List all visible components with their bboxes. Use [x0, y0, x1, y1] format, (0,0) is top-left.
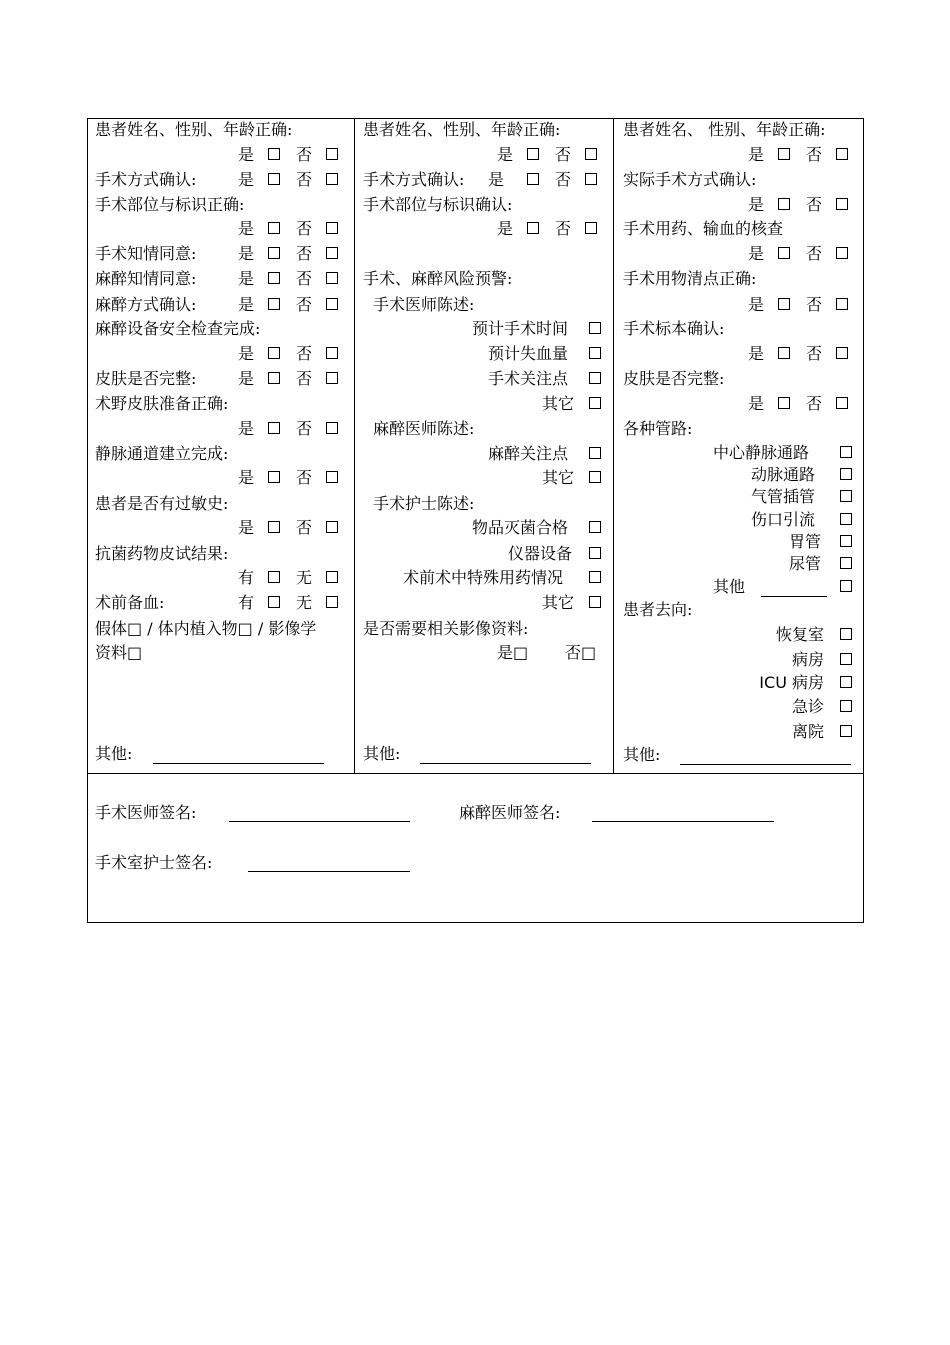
yes-checkbox[interactable]: [268, 347, 280, 359]
surgeon-signature-label: 手术医师签名:: [95, 803, 197, 822]
yes-label: 是: [238, 518, 255, 537]
no-checkbox[interactable]: [836, 198, 848, 210]
no-label: 否: [555, 145, 572, 164]
no-label: 否: [296, 269, 313, 288]
surgeon-signature-line[interactable]: [229, 821, 410, 822]
nurse-item-checkbox[interactable]: [589, 596, 601, 608]
surgery-site-label: 手术部位与标识正确:: [95, 195, 245, 214]
destination-item-checkbox[interactable]: [840, 628, 852, 640]
have-label: 有: [238, 593, 255, 612]
patient-identity-label: 患者姓名、性别、年龄正确:: [363, 120, 561, 139]
anesthesia-method-label: 麻醉方式确认:: [95, 295, 197, 314]
no-checkbox[interactable]: [836, 397, 848, 409]
skin-intact-label: 皮肤是否完整:: [623, 369, 725, 388]
imaging-data-label: 资料□: [95, 643, 143, 662]
no-checkbox[interactable]: [326, 422, 338, 434]
no-label: 否: [555, 170, 572, 189]
skin-prep-label: 术野皮肤准备正确:: [95, 394, 229, 413]
no-label: 否: [296, 369, 313, 388]
yes-label: 是: [238, 468, 255, 487]
yes-label: 是: [488, 170, 505, 189]
anesthetist-signature-label: 麻醉医师签名:: [459, 803, 561, 822]
tube-item-checkbox[interactable]: [840, 468, 852, 480]
drug-blood-check-label: 手术用药、输血的核查: [623, 219, 784, 238]
yes-checkbox[interactable]: [778, 148, 790, 160]
destination-item-label: 恢复室: [775, 625, 824, 644]
anesthetist-item-label: 麻醉关注点: [487, 444, 568, 463]
tube-item-label: 中心静脉通路: [713, 443, 810, 462]
signature-divider: [87, 773, 864, 774]
nurse-item-checkbox[interactable]: [589, 571, 601, 583]
no-checkbox[interactable]: [836, 347, 848, 359]
surgeon-item-checkbox[interactable]: [589, 372, 601, 384]
surgeon-item-checkbox[interactable]: [589, 397, 601, 409]
none-checkbox[interactable]: [326, 571, 338, 583]
have-checkbox[interactable]: [268, 571, 280, 583]
actual-method-label: 实际手术方式确认:: [623, 170, 757, 189]
yes-checkbox[interactable]: [527, 173, 539, 185]
surgeon-item-checkbox[interactable]: [589, 347, 601, 359]
anesthesia-equipment-label: 麻醉设备安全检查完成:: [95, 319, 261, 338]
tube-item-checkbox[interactable]: [840, 490, 852, 502]
no-checkbox[interactable]: [836, 148, 848, 160]
none-label: 无: [296, 593, 313, 612]
destination-item-label: 急诊: [791, 697, 824, 716]
tube-item-checkbox[interactable]: [840, 446, 852, 458]
tube-item-checkbox[interactable]: [840, 580, 852, 592]
no-checkbox[interactable]: [585, 173, 597, 185]
nurse-item-label: 其它: [541, 593, 574, 612]
nurse-item-label: 术前术中特殊用药情况: [402, 568, 563, 587]
yes-checkbox[interactable]: [778, 397, 790, 409]
no-checkbox[interactable]: [326, 148, 338, 160]
no-label: 否: [296, 518, 313, 537]
yes-label: 是: [238, 145, 255, 164]
destination-item-label: 病房: [791, 650, 824, 669]
anesthetist-item-checkbox[interactable]: [589, 471, 601, 483]
tube-item-checkbox[interactable]: [840, 557, 852, 569]
yes-checkbox[interactable]: [527, 148, 539, 160]
allergy-history-label: 患者是否有过敏史:: [95, 494, 229, 513]
yes-checkbox[interactable]: [268, 148, 280, 160]
anesthesia-consent-label: 麻醉知情同意:: [95, 269, 197, 288]
yes-checkbox[interactable]: [268, 173, 280, 185]
no-checkbox[interactable]: [326, 222, 338, 234]
specimen-label: 手术标本确认:: [623, 319, 725, 338]
other-input-line[interactable]: [680, 764, 851, 765]
nurse-item-checkbox[interactable]: [589, 521, 601, 533]
anesthetist-signature-line[interactable]: [592, 821, 774, 822]
yes-checkbox[interactable]: [268, 372, 280, 384]
other-label: 其他:: [95, 744, 133, 763]
yes-label: 是: [748, 145, 765, 164]
destination-item-label: 离院: [791, 722, 824, 741]
no-checkbox[interactable]: [326, 298, 338, 310]
risk-warning-label: 手术、麻醉风险预警:: [363, 269, 513, 288]
yes-label: 是: [748, 195, 765, 214]
implant-imaging-label: 假体□ / 体内植入物□ / 影像学: [95, 619, 317, 638]
no-label: 否: [806, 244, 823, 263]
surgery-site-label: 手术部位与标识确认:: [363, 195, 513, 214]
yes-label: 是: [238, 244, 255, 263]
no-label: 否: [806, 394, 823, 413]
destination-label: 患者去向:: [623, 600, 693, 619]
tube-item-label: 尿管: [789, 554, 822, 573]
tube-item-label: 气管插管: [751, 487, 816, 506]
tube-other-input-line[interactable]: [761, 596, 827, 597]
no-label: 否: [296, 219, 313, 238]
yes-label: 是: [238, 419, 255, 438]
destination-item-checkbox[interactable]: [840, 725, 852, 737]
yes-checkbox[interactable]: [268, 298, 280, 310]
yes-checkbox[interactable]: [268, 422, 280, 434]
tube-item-checkbox[interactable]: [840, 535, 852, 547]
surgery-method-label: 手术方式确认:: [95, 170, 197, 189]
surgeon-item-label: 预计失血量: [487, 344, 568, 363]
nurse-item-checkbox[interactable]: [589, 547, 601, 559]
yes-label: 是: [748, 244, 765, 263]
no-label: 否: [296, 419, 313, 438]
imaging-no-option[interactable]: 否□: [565, 643, 597, 662]
nurse-item-label: 仪器设备: [507, 544, 572, 563]
no-checkbox[interactable]: [326, 347, 338, 359]
yes-checkbox[interactable]: [268, 521, 280, 533]
yes-checkbox[interactable]: [268, 272, 280, 284]
yes-label: 是: [238, 295, 255, 314]
tube-item-label: 其他: [713, 577, 746, 596]
no-label: 否: [296, 170, 313, 189]
anesthetist-statement-label: 麻醉医师陈述:: [373, 419, 475, 438]
nurse-signature-label: 手术室护士签名:: [95, 853, 213, 872]
no-label: 否: [806, 195, 823, 214]
no-label: 否: [806, 344, 823, 363]
no-checkbox[interactable]: [326, 372, 338, 384]
item-count-label: 手术用物清点正确:: [623, 269, 757, 288]
have-checkbox[interactable]: [268, 596, 280, 608]
tube-item-checkbox[interactable]: [840, 513, 852, 525]
column-divider-1: [354, 118, 355, 774]
other-label: 其他:: [363, 744, 401, 763]
anesthetist-item-checkbox[interactable]: [589, 447, 601, 459]
patient-identity-label: 患者姓名、性别、年龄正确:: [95, 120, 293, 139]
yes-label: 是: [748, 344, 765, 363]
nurse-statement-label: 手术护士陈述:: [373, 494, 475, 513]
yes-label: 是: [238, 170, 255, 189]
no-checkbox[interactable]: [326, 173, 338, 185]
other-label: 其他:: [623, 745, 661, 764]
yes-checkbox[interactable]: [268, 247, 280, 259]
no-label: 否: [296, 145, 313, 164]
antibiotic-test-label: 抗菌药物皮试结果:: [95, 544, 229, 563]
surgeon-statement-label: 手术医师陈述:: [373, 295, 475, 314]
tube-item-label: 胃管: [789, 532, 822, 551]
surgeon-item-checkbox[interactable]: [589, 322, 601, 334]
imaging-yes-option[interactable]: 是□: [497, 643, 529, 662]
no-label: 否: [296, 344, 313, 363]
yes-label: 是: [238, 344, 255, 363]
yes-checkbox[interactable]: [778, 298, 790, 310]
tubes-label: 各种管路:: [623, 419, 693, 438]
no-checkbox[interactable]: [326, 247, 338, 259]
yes-label: 是: [748, 295, 765, 314]
surgeon-item-label: 其它: [541, 394, 574, 413]
imaging-needed-label: 是否需要相关影像资料:: [363, 619, 529, 638]
no-checkbox[interactable]: [585, 222, 597, 234]
destination-item-checkbox[interactable]: [840, 700, 852, 712]
blood-prep-label: 术前备血:: [95, 593, 165, 612]
yes-label: 是: [497, 145, 514, 164]
tube-item-label: 伤口引流: [751, 510, 816, 529]
yes-checkbox[interactable]: [268, 471, 280, 483]
have-label: 有: [238, 568, 255, 587]
surgery-method-label: 手术方式确认:: [363, 170, 465, 189]
no-label: 否: [555, 219, 572, 238]
yes-label: 是: [748, 394, 765, 413]
yes-label: 是: [238, 269, 255, 288]
no-checkbox[interactable]: [836, 298, 848, 310]
column-divider-2: [613, 118, 614, 774]
yes-checkbox[interactable]: [778, 247, 790, 259]
nurse-signature-line[interactable]: [248, 871, 410, 872]
surgeon-item-label: 手术关注点: [487, 369, 568, 388]
no-checkbox[interactable]: [585, 148, 597, 160]
destination-item-checkbox[interactable]: [840, 676, 852, 688]
other-input-line[interactable]: [420, 763, 591, 764]
yes-checkbox[interactable]: [268, 222, 280, 234]
no-label: 否: [806, 145, 823, 164]
tube-item-label: 动脉通路: [751, 465, 816, 484]
destination-item-checkbox[interactable]: [840, 653, 852, 665]
surgery-consent-label: 手术知情同意:: [95, 244, 197, 263]
none-label: 无: [296, 568, 313, 587]
anesthetist-item-label: 其它: [541, 468, 574, 487]
destination-item-label: ICU 病房: [759, 673, 824, 692]
yes-checkbox[interactable]: [527, 222, 539, 234]
none-checkbox[interactable]: [326, 596, 338, 608]
no-label: 否: [806, 295, 823, 314]
no-checkbox[interactable]: [326, 471, 338, 483]
no-checkbox[interactable]: [836, 247, 848, 259]
other-input-line[interactable]: [153, 763, 324, 764]
nurse-item-label: 物品灭菌合格: [471, 518, 568, 537]
no-label: 否: [296, 468, 313, 487]
no-checkbox[interactable]: [326, 521, 338, 533]
no-checkbox[interactable]: [326, 272, 338, 284]
no-label: 否: [296, 244, 313, 263]
surgeon-item-label: 预计手术时间: [471, 319, 568, 338]
iv-access-label: 静脉通道建立完成:: [95, 444, 229, 463]
patient-identity-label: 患者姓名、 性别、年龄正确:: [623, 120, 826, 139]
yes-checkbox[interactable]: [778, 198, 790, 210]
skin-intact-label: 皮肤是否完整:: [95, 369, 197, 388]
no-label: 否: [296, 295, 313, 314]
yes-label: 是: [238, 369, 255, 388]
yes-checkbox[interactable]: [778, 347, 790, 359]
yes-label: 是: [497, 219, 514, 238]
yes-label: 是: [238, 219, 255, 238]
